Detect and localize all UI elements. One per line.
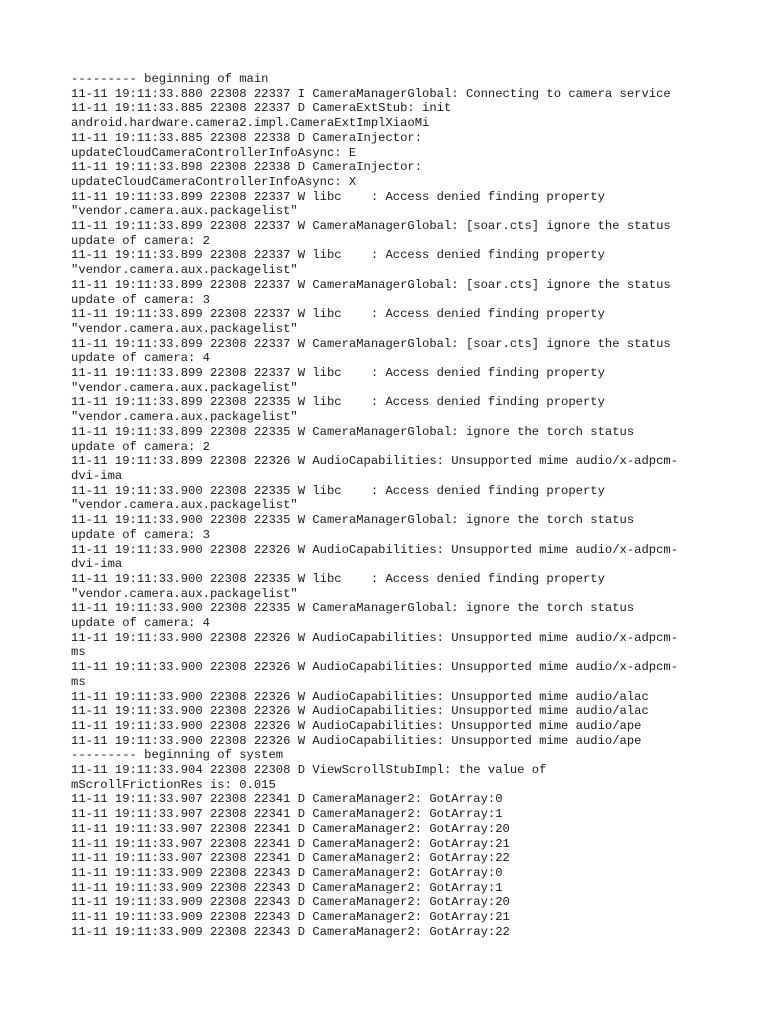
log-line: updateCloudCameraControllerInfoAsync: X xyxy=(71,174,357,189)
log-line: update of camera: 3 xyxy=(71,527,210,542)
log-line: 11-11 19:11:33.907 22308 22341 D CameraManager2: GotArray:20 xyxy=(71,821,510,836)
log-line: 11-11 19:11:33.898 22308 22338 D CameraInjector: xyxy=(71,160,423,175)
log-line: update of camera: 2 xyxy=(71,439,210,454)
log-line: ms xyxy=(71,674,86,689)
log-line: 11-11 19:11:33.907 22308 22341 D CameraManager2: GotArray:22 xyxy=(71,851,510,866)
log-line: update of camera: 2 xyxy=(71,233,210,248)
log-line: "vendor.camera.aux.packagelist" xyxy=(71,204,298,219)
log-line: 11-11 19:11:33.900 22308 22326 W AudioCapabilities: Unsupported mime audio/alac xyxy=(71,704,649,719)
log-line: 11-11 19:11:33.900 22308 22326 W AudioCapabilities: Unsupported mime audio/ape xyxy=(71,718,642,733)
log-line: 11-11 19:11:33.900 22308 22326 W AudioCapabilities: Unsupported mime audio/x-adpcm- xyxy=(71,660,679,675)
log-line: 11-11 19:11:33.899 22308 22337 W CameraManagerGlobal: [soar.cts] ignore the status xyxy=(71,277,671,292)
log-line: 11-11 19:11:33.909 22308 22343 D CameraManager2: GotArray:0 xyxy=(71,865,503,880)
log-line: 11-11 19:11:33.899 22308 22326 W AudioCapabilities: Unsupported mime audio/x-adpcm- xyxy=(71,454,679,469)
log-line: 11-11 19:11:33.880 22308 22337 I CameraManagerGlobal: Connecting to camera service xyxy=(71,86,671,101)
log-line: update of camera: 4 xyxy=(71,351,210,366)
log-line: ms xyxy=(71,645,86,660)
log-line: dvi-ima xyxy=(71,557,123,572)
log-line: 11-11 19:11:33.909 22308 22343 D CameraManager2: GotArray:1 xyxy=(71,880,503,895)
log-line: 11-11 19:11:33.909 22308 22343 D CameraManager2: GotArray:21 xyxy=(71,910,510,925)
log-line: 11-11 19:11:33.899 22308 22337 W CameraManagerGlobal: [soar.cts] ignore the status xyxy=(71,336,671,351)
log-line: 11-11 19:11:33.899 22308 22335 W libc : Access denied finding property xyxy=(71,395,605,410)
log-line: 11-11 19:11:33.900 22308 22335 W libc : Access denied finding property xyxy=(71,483,605,498)
log-line: update of camera: 4 xyxy=(71,616,210,631)
log-line: 11-11 19:11:33.900 22308 22335 W libc : Access denied finding property xyxy=(71,571,605,586)
log-line: 11-11 19:11:33.899 22308 22337 W libc : Access denied finding property xyxy=(71,189,605,204)
log-line: 11-11 19:11:33.900 22308 22326 W AudioCapabilities: Unsupported mime audio/alac xyxy=(71,689,649,704)
log-line: 11-11 19:11:33.900 22308 22335 W CameraManagerGlobal: ignore the torch status xyxy=(71,601,635,616)
log-line: 11-11 19:11:33.907 22308 22341 D CameraManager2: GotArray:21 xyxy=(71,836,510,851)
log-line: 11-11 19:11:33.899 22308 22337 W libc : Access denied finding property xyxy=(71,366,605,381)
log-line: update of camera: 3 xyxy=(71,292,210,307)
log-line: 11-11 19:11:33.899 22308 22337 W libc : Access denied finding property xyxy=(71,248,605,263)
log-line: "vendor.camera.aux.packagelist" xyxy=(71,263,298,278)
log-line: 11-11 19:11:33.885 22308 22337 D CameraExtStub: init xyxy=(71,101,452,116)
log-line: "vendor.camera.aux.packagelist" xyxy=(71,321,298,336)
log-line: mScrollFrictionRes is: 0.015 xyxy=(71,777,276,792)
log-line: 11-11 19:11:33.900 22308 22326 W AudioCapabilities: Unsupported mime audio/x-adpcm- xyxy=(71,542,679,557)
log-line: dvi-ima xyxy=(71,468,123,483)
log-line: 11-11 19:11:33.900 22308 22326 W AudioCapabilities: Unsupported mime audio/ape xyxy=(71,733,642,748)
log-document xyxy=(71,72,701,939)
log-line: updateCloudCameraControllerInfoAsync: E xyxy=(71,145,357,160)
log-line: "vendor.camera.aux.packagelist" xyxy=(71,380,298,395)
log-line: 11-11 19:11:33.909 22308 22343 D CameraManager2: GotArray:22 xyxy=(71,924,510,939)
log-body xyxy=(71,72,701,939)
log-line: --------- beginning of system xyxy=(71,748,284,763)
log-line: 11-11 19:11:33.899 22308 22335 W CameraManagerGlobal: ignore the torch status xyxy=(71,424,635,439)
log-line: 11-11 19:11:33.899 22308 22337 W CameraManagerGlobal: [soar.cts] ignore the status xyxy=(71,219,671,234)
log-line: 11-11 19:11:33.904 22308 22308 D ViewScrollStubImpl: the value of xyxy=(71,763,547,778)
log-line: android.hardware.camera2.impl.CameraExtImplXiaoMi xyxy=(71,116,430,131)
log-line: "vendor.camera.aux.packagelist" xyxy=(71,586,298,601)
log-line: 11-11 19:11:33.909 22308 22343 D CameraManager2: GotArray:20 xyxy=(71,895,510,910)
log-line: 11-11 19:11:33.900 22308 22335 W CameraManagerGlobal: ignore the torch status xyxy=(71,513,635,528)
log-line: 11-11 19:11:33.885 22308 22338 D CameraInjector: xyxy=(71,130,423,145)
log-line: 11-11 19:11:33.907 22308 22341 D CameraManager2: GotArray:0 xyxy=(71,792,503,807)
log-line: 11-11 19:11:33.907 22308 22341 D CameraManager2: GotArray:1 xyxy=(71,807,503,822)
log-line: 11-11 19:11:33.899 22308 22337 W libc : Access denied finding property xyxy=(71,307,605,322)
log-line: --------- beginning of main xyxy=(71,72,269,86)
log-line: "vendor.camera.aux.packagelist" xyxy=(71,410,298,425)
log-line: 11-11 19:11:33.900 22308 22326 W AudioCapabilities: Unsupported mime audio/x-adpcm- xyxy=(71,630,679,645)
log-line: "vendor.camera.aux.packagelist" xyxy=(71,498,298,513)
